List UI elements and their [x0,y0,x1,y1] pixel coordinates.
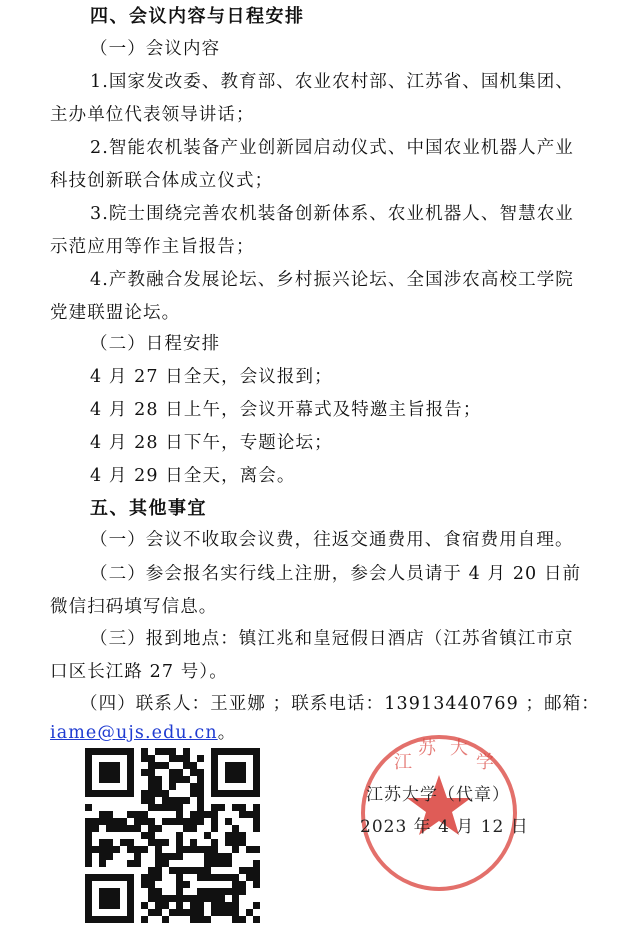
other-item3-line1: （三）报到地点：镇江兆和皇冠假日酒店（江苏省镇江市京 [90,629,574,649]
email-link[interactable]: iame@ujs.edu.cn [50,723,218,743]
registration-qr-code [85,748,260,923]
other-item3-line2: 口区长江路 27 号）。 [50,662,228,682]
schedule-item: 4 月 27 日全天，会议报到； [90,367,333,387]
svg-text:学: 学 [476,752,494,773]
schedule-item: 4 月 28 日上午，会议开幕式及特邀主旨报告； [90,400,482,420]
section4-subtitle-content: （一）会议内容 [90,39,221,59]
item1-line2: 主办单位代表领导讲话； [50,105,255,125]
other-item2-line1: （二）参会报名实行线上注册，参会人员请于 4 月 20 日前 [90,564,582,584]
svg-text:苏: 苏 [418,738,436,759]
item1-line1: 1.国家发改委、教育部、农业农村部、江苏省、国机集团、 [90,72,574,92]
svg-text:江: 江 [394,752,412,773]
schedule-item: 4 月 28 日下午，专题论坛； [90,433,333,453]
signature-date: 2023 年 4 月 12 日 [360,817,529,837]
schedule-item: 4 月 29 日全天，离会。 [90,466,296,486]
svg-text:大: 大 [450,738,468,759]
item4-line2: 党建联盟论坛。 [50,303,181,323]
item2-line2: 科技创新联合体成立仪式； [50,171,274,191]
item4-line1: 4.产教融合发展论坛、乡村振兴论坛、全国涉农高校工学院 [90,270,574,290]
item3-line2: 示范应用等作主旨报告； [50,237,255,257]
item2-line1: 2.智能农机装备产业创新园启动仪式、中国农业机器人产业 [90,138,574,158]
signature-org: 江苏大学（代章） [366,785,510,805]
other-item1: （一）会议不收取会议费，往返交通费用、食宿费用自理。 [90,530,574,550]
other-item2-line2: 微信扫码填写信息。 [50,597,218,617]
other-item4-line1: （四）联系人：王亚娜 ；联系电话：13913440769 ；邮箱： [80,694,600,714]
section4-subtitle-schedule: （二）日程安排 [90,334,221,354]
email-period: 。 [217,723,237,743]
section4-title: 四、会议内容与日程安排 [90,6,305,27]
item3-line1: 3.院士围绕完善农机装备创新体系、农业机器人、智慧农业 [90,204,574,224]
email-line [50,719,236,744]
section5-title: 五、其他事宜 [90,498,207,519]
